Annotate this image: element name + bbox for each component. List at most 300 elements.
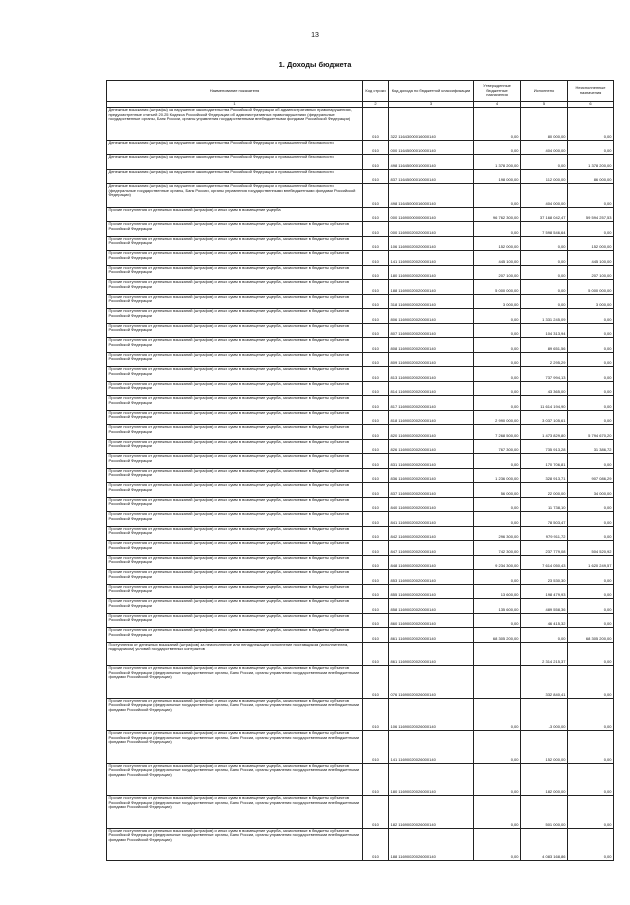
unexecuted-amount: 207 100,00: [568, 265, 614, 280]
row-code: 010: [363, 541, 389, 556]
income-code: 809 11690020020000140: [389, 352, 474, 367]
income-code: 818 11690020020000140: [389, 410, 474, 425]
income-code: 837 11645000010000140: [389, 169, 474, 184]
table-row: [107, 265, 614, 280]
approved-amount: 135 600,00: [474, 599, 521, 614]
unexecuted-amount: 0,00: [568, 796, 614, 829]
indicator-name: Прочие поступления от денежных взысканий (штрафов) и иных сумм в возмещение ущерба, зачисляемые в бюджеты субъектов Российской Федерации: [107, 294, 363, 309]
unexecuted-amount: 68 305 200,00: [568, 628, 614, 643]
row-code: 010: [363, 555, 389, 570]
indicator-name: Прочие поступления от денежных взысканий (штрафов) и иных сумм в возмещение ущерба, зачисляемые в бюджеты субъектов Российской Федерации: [107, 454, 363, 469]
executed-amount: 170 706,81: [521, 454, 568, 469]
header-income-code: Код дохода по бюджетной классификации: [389, 81, 474, 102]
indicator-name: Прочие поступления от денежных взысканий (штрафов) и иных сумм в возмещение ущерба, зачисляемые в бюджеты субъектов Российской Федерации (федеральные государственные органы, Банк России, органы управления государственными внебюджетными фондами Российской Федерации): [107, 666, 363, 699]
unexecuted-amount: 152 000,00: [568, 236, 614, 251]
approved-amount: 0,00: [474, 570, 521, 585]
row-code: 010: [363, 381, 389, 396]
executed-amount: -3 000,00: [521, 698, 568, 731]
income-code: 842 11690020020000140: [389, 526, 474, 541]
row-code: 010: [363, 468, 389, 483]
executed-amount: 152 000,00: [521, 731, 568, 764]
executed-amount: 0,00: [521, 280, 568, 295]
executed-amount: 43 365,00: [521, 381, 568, 396]
table-row: [107, 454, 614, 469]
income-code: 106 11690020020000140: [389, 236, 474, 251]
indicator-name: Прочие поступления от денежных взысканий (штрафов) и иных сумм в возмещение ущерба, зачисляемые в бюджеты субъектов Российской Федерации: [107, 512, 363, 527]
row-code: 010: [363, 526, 389, 541]
unexecuted-amount: 0,00: [568, 512, 614, 527]
unexecuted-amount: 0,00: [568, 698, 614, 731]
approved-amount: 0,00: [474, 613, 521, 628]
executed-amount: 0,00: [521, 628, 568, 643]
table-row: [107, 352, 614, 367]
approved-amount: 0,00: [474, 381, 521, 396]
indicator-name: Прочие поступления от денежных взысканий (штрафов) и иных сумм в возмещение ущерба, зачисляемые в бюджеты субъектов Российской Федерации: [107, 570, 363, 585]
indicator-name: Прочие поступления от денежных взысканий (штрафов) и иных сумм в возмещение ущерба, зачисляемые в бюджеты субъектов Российской Федерации: [107, 222, 363, 237]
approved-amount: [474, 666, 521, 699]
indicator-name: Прочие поступления от денежных взысканий (штрафов) и иных сумм в возмещение ущерба, зачисляемые в бюджеты субъектов Российской Федерации (федеральные государственные органы, Банк России, органы управления государственными внебюджетными фондами Российской Федерации): [107, 828, 363, 861]
row-code: 010: [363, 108, 389, 141]
table-row: [107, 280, 614, 295]
row-code: 010: [363, 731, 389, 764]
unexecuted-amount: 0,00: [568, 140, 614, 155]
table-row: [107, 555, 614, 570]
table-row: [107, 222, 614, 237]
unexecuted-amount: 0,00: [568, 309, 614, 324]
unexecuted-amount: 0,00: [568, 613, 614, 628]
table-row: [107, 294, 614, 309]
executed-amount: 7 598 546,64: [521, 222, 568, 237]
row-code: 010: [363, 207, 389, 222]
table-row: [107, 207, 614, 222]
table-row: [107, 796, 614, 829]
indicator-name: Прочие поступления от денежных взысканий (штрафов) и иных сумм в возмещение ущерба, зачисляемые в бюджеты субъектов Российской Федерации: [107, 280, 363, 295]
table-row: [107, 828, 614, 861]
income-code: 847 11690020020000140: [389, 541, 474, 556]
income-code: 000 11645000010000140: [389, 140, 474, 155]
approved-amount: 0,00: [474, 698, 521, 731]
executed-amount: 404 000,00: [521, 184, 568, 208]
table-row: [107, 140, 614, 155]
approved-amount: 445 100,00: [474, 251, 521, 266]
unexecuted-amount: 5 000 000,00: [568, 280, 614, 295]
indicator-name: Денежные взыскания (штрафы) за нарушение законодательства Российской Федерации о промышленной безопасности (федеральные государственные органы, Банк России, органы управления государственными внебюджетными фондами Российской Федерации): [107, 184, 363, 208]
approved-amount: 0,00: [474, 731, 521, 764]
income-code: 000 11690020020000140: [389, 222, 474, 237]
row-code: 010: [363, 628, 389, 643]
indicator-name: Прочие поступления от денежных взысканий (штрафов) и иных сумм в возмещение ущерба, зачисляемые в бюджеты субъектов Российской Федерации: [107, 613, 363, 628]
table-row: [107, 526, 614, 541]
executed-amount: 1 473 829,80: [521, 425, 568, 440]
unexecuted-amount: 0,00: [568, 584, 614, 599]
approved-amount: 0,00: [474, 323, 521, 338]
table-row: [107, 570, 614, 585]
indicator-name: Денежные взыскания (штрафы) за нарушение законодательства Российской Федерации о промышленной безопасности: [107, 140, 363, 155]
indicator-name: Прочие поступления от денежных взысканий (штрафов) и иных сумм в возмещение ущерба, зачисляемые в бюджеты субъектов Российской Федерации (федеральные государственные органы, Банк России, органы управления государственными внебюджетными фондами Российской Федерации): [107, 796, 363, 829]
executed-amount: 2 314 215,37: [521, 642, 568, 666]
table-row: [107, 309, 614, 324]
indicator-name: Прочие поступления от денежных взысканий (штрафов) и иных сумм в возмещение ущерба, зачисляемые в бюджеты субъектов Российской Федерации: [107, 599, 363, 614]
executed-amount: 104 313,94: [521, 323, 568, 338]
income-code: 837 11690020020000140: [389, 483, 474, 498]
executed-amount: 22 000,00: [521, 483, 568, 498]
executed-amount: 11 614 194,90: [521, 396, 568, 411]
income-code: 141 11690020026000140: [389, 731, 474, 764]
income-code: 858 11690020020000140: [389, 599, 474, 614]
income-code: 188 11690020026000140: [389, 828, 474, 861]
indicator-name: Прочие поступления от денежных взысканий (штрафов) и иных сумм в возмещение ущерба: [107, 207, 363, 222]
table-row: [107, 323, 614, 338]
income-code: 000 11690000000000140: [389, 207, 474, 222]
income-code: 180 11690020020000140: [389, 265, 474, 280]
row-code: 010: [363, 570, 389, 585]
column-number: 4: [474, 102, 521, 108]
unexecuted-amount: 907 086,29: [568, 468, 614, 483]
approved-amount: 198 000,00: [474, 169, 521, 184]
income-code: 318 11690020020000140: [389, 294, 474, 309]
approved-amount: 96 762 300,00: [474, 207, 521, 222]
approved-amount: 0,00: [474, 309, 521, 324]
income-code: 180 11690020026000140: [389, 763, 474, 796]
unexecuted-amount: 0,00: [568, 410, 614, 425]
column-number: 5: [521, 102, 568, 108]
row-code: 010: [363, 280, 389, 295]
income-code: 831 11690020020000140: [389, 454, 474, 469]
row-code: 010: [363, 439, 389, 454]
row-code: 010: [363, 265, 389, 280]
row-code: 010: [363, 796, 389, 829]
approved-amount: 0,00: [474, 396, 521, 411]
table-row: [107, 108, 614, 141]
unexecuted-amount: 0,00: [568, 666, 614, 699]
approved-amount: 0,00: [474, 222, 521, 237]
approved-amount: [474, 642, 521, 666]
row-code: 010: [363, 613, 389, 628]
row-code: 010: [363, 338, 389, 353]
unexecuted-amount: 445 100,00: [568, 251, 614, 266]
unexecuted-amount: 3 000,00: [568, 294, 614, 309]
unexecuted-amount: 86 000,00: [568, 169, 614, 184]
row-code: 010: [363, 410, 389, 425]
executed-amount: 11 738,10: [521, 497, 568, 512]
unexecuted-amount: 34 000,00: [568, 483, 614, 498]
indicator-name: Прочие поступления от денежных взысканий (штрафов) и иных сумм в возмещение ущерба, зачисляемые в бюджеты субъектов Российской Федерации (федеральные государственные органы, Банк России, органы управления государственными внебюджетными фондами Российской Федерации): [107, 763, 363, 796]
approved-amount: 13 600,00: [474, 584, 521, 599]
row-code: 010: [363, 323, 389, 338]
indicator-name: Прочие поступления от денежных взысканий (штрафов) и иных сумм в возмещение ущерба, зачисляемые в бюджеты субъектов Российской Федерации: [107, 483, 363, 498]
income-code: 836 11690020020000140: [389, 468, 474, 483]
table-row: [107, 628, 614, 643]
row-code: 010: [363, 294, 389, 309]
indicator-name: Прочие поступления от денежных взысканий (штрафов) и иных сумм в возмещение ущерба, зачисляемые в бюджеты субъектов Российской Федерации: [107, 309, 363, 324]
executed-amount: 46 415,32: [521, 613, 568, 628]
row-code: 010: [363, 763, 389, 796]
row-code: 010: [363, 155, 389, 170]
table-row: [107, 599, 614, 614]
approved-amount: 0,00: [474, 108, 521, 141]
row-code: 010: [363, 642, 389, 666]
row-code: 010: [363, 140, 389, 155]
unexecuted-amount: 0,00: [568, 454, 614, 469]
table-row: [107, 338, 614, 353]
executed-amount: 979 911,72: [521, 526, 568, 541]
indicator-name: Прочие поступления от денежных взысканий (штрафов) и иных сумм в возмещение ущерба, зачисляемые в бюджеты субъектов Российской Федерации: [107, 555, 363, 570]
income-code: 806 11690020020000140: [389, 309, 474, 324]
row-code: 010: [363, 483, 389, 498]
indicator-name: Прочие поступления от денежных взысканий (штрафов) и иных сумм в возмещение ущерба, зачисляемые в бюджеты субъектов Российской Федерации: [107, 497, 363, 512]
approved-amount: 0,00: [474, 184, 521, 208]
table-row: [107, 698, 614, 731]
executed-amount: 3 037 105,61: [521, 410, 568, 425]
indicator-name: Прочие поступления от денежных взысканий (штрафов) и иных сумм в возмещение ущерба, зачисляемые в бюджеты субъектов Российской Федерации: [107, 352, 363, 367]
approved-amount: 207 100,00: [474, 265, 521, 280]
indicator-name: Прочие поступления от денежных взысканий (штрафов) и иных сумм в возмещение ущерба, зачисляемые в бюджеты субъектов Российской Федерации: [107, 541, 363, 556]
executed-amount: 7 614 050,43: [521, 555, 568, 570]
budget-income-table: [106, 80, 614, 861]
table-row: [107, 642, 614, 666]
income-code: 106 11690020026000140: [389, 698, 474, 731]
row-code: 010: [363, 425, 389, 440]
unexecuted-amount: 0,00: [568, 396, 614, 411]
approved-amount: 0,00: [474, 828, 521, 861]
indicator-name: Прочие поступления от денежных взысканий (штрафов) и иных сумм в возмещение ущерба, зачисляемые в бюджеты субъектов Российской Федерации: [107, 468, 363, 483]
indicator-name: Прочие поступления от денежных взысканий (штрафов) и иных сумм в возмещение ущерба, зачисляемые в бюджеты субъектов Российской Федерации: [107, 381, 363, 396]
row-code: 010: [363, 251, 389, 266]
approved-amount: 296 300,00: [474, 526, 521, 541]
table-row: [107, 512, 614, 527]
column-number: 6: [568, 102, 614, 108]
table-row: [107, 613, 614, 628]
approved-amount: 0,00: [474, 796, 521, 829]
row-code: 010: [363, 584, 389, 599]
table-row: [107, 763, 614, 796]
income-code: 188 11690020020000140: [389, 280, 474, 295]
row-code: 010: [363, 169, 389, 184]
header-executed: Исполнено: [521, 81, 568, 102]
income-code: 498 11645000016000140: [389, 184, 474, 208]
approved-amount: 152 000,00: [474, 236, 521, 251]
unexecuted-amount: 0,00: [568, 381, 614, 396]
table-row: [107, 410, 614, 425]
table-row: [107, 483, 614, 498]
approved-amount: 0,00: [474, 338, 521, 353]
indicator-name: Прочие поступления от денежных взысканий (штрафов) и иных сумм в возмещение ущерба, зачисляемые в бюджеты субъектов Российской Федерации: [107, 584, 363, 599]
approved-amount: 1 378 200,00: [474, 155, 521, 170]
unexecuted-amount: 1 620 249,57: [568, 555, 614, 570]
table-row: [107, 236, 614, 251]
income-code: 814 11690020020000140: [389, 381, 474, 396]
unexecuted-amount: 0,00: [568, 338, 614, 353]
unexecuted-amount: 0,00: [568, 323, 614, 338]
executed-amount: 0,00: [521, 251, 568, 266]
row-code: 010: [363, 236, 389, 251]
indicator-name: Денежные взыскания (штрафы) за нарушение законодательства Российской Федерации о промышленной безопасности: [107, 155, 363, 170]
income-code: 322 11643000016000140: [389, 108, 474, 141]
indicator-name: Прочие поступления от денежных взысканий (штрафов) и иных сумм в возмещение ущерба, зачисляемые в бюджеты субъектов Российской Федерации: [107, 265, 363, 280]
indicator-name: Прочие поступления от денежных взысканий (штрафов) и иных сумм в возмещение ущерба, зачисляемые в бюджеты субъектов Российской Федерации: [107, 628, 363, 643]
executed-amount: 112 000,00: [521, 169, 568, 184]
approved-amount: 1 236 000,00: [474, 468, 521, 483]
row-code: 010: [363, 599, 389, 614]
row-code: 010: [363, 396, 389, 411]
unexecuted-amount: 0,00: [568, 352, 614, 367]
executed-amount: 0,00: [521, 236, 568, 251]
income-code: 182 11690020026000140: [389, 796, 474, 829]
executed-amount: 2 295,29: [521, 352, 568, 367]
income-code: 860 11690020020000140: [389, 613, 474, 628]
approved-amount: 3 000,00: [474, 294, 521, 309]
page-number: 13: [311, 32, 319, 39]
header-indicator-name: Наименование показателя: [107, 81, 363, 102]
executed-amount: 198 479,93: [521, 584, 568, 599]
income-code: 076 11690020026000140: [389, 666, 474, 699]
row-code: 010: [363, 222, 389, 237]
income-code: 848 11690020020000140: [389, 555, 474, 570]
indicator-name: Прочие поступления от денежных взысканий (штрафов) и иных сумм в возмещение ущерба, зачисляемые в бюджеты субъектов Российской Федерации: [107, 338, 363, 353]
unexecuted-amount: 59 594 257,53: [568, 207, 614, 222]
income-code: 808 11690020020000140: [389, 338, 474, 353]
approved-amount: 2 990 000,00: [474, 410, 521, 425]
table-row: [107, 367, 614, 382]
column-number: 1: [107, 102, 363, 108]
row-code: 010: [363, 184, 389, 208]
table-row: [107, 155, 614, 170]
table-row: [107, 425, 614, 440]
executed-amount: 404 000,00: [521, 140, 568, 155]
executed-amount: 501 000,00: [521, 796, 568, 829]
executed-amount: 89 651,56: [521, 338, 568, 353]
approved-amount: 0,00: [474, 140, 521, 155]
income-code: 840 11690020020000140: [389, 497, 474, 512]
row-code: 010: [363, 454, 389, 469]
executed-amount: 80 000,00: [521, 108, 568, 141]
unexecuted-amount: 504 520,92: [568, 541, 614, 556]
approved-amount: 5 000 000,00: [474, 280, 521, 295]
row-code: 010: [363, 352, 389, 367]
indicator-name: Прочие поступления от денежных взысканий (штрафов) и иных сумм в возмещение ущерба, зачисляемые в бюджеты субъектов Российской Федерации: [107, 410, 363, 425]
unexecuted-amount: 1 378 200,00: [568, 155, 614, 170]
executed-amount: 0,00: [521, 155, 568, 170]
unexecuted-amount: 5 794 670,20: [568, 425, 614, 440]
table-row: [107, 381, 614, 396]
table-row: [107, 497, 614, 512]
approved-amount: 9 234 300,00: [474, 555, 521, 570]
row-code: 010: [363, 828, 389, 861]
header-approved: Утвержденные бюджетные назначения: [474, 81, 521, 102]
unexecuted-amount: 0,00: [568, 763, 614, 796]
unexecuted-amount: 0,00: [568, 570, 614, 585]
row-code: 010: [363, 666, 389, 699]
executed-amount: 0,00: [521, 265, 568, 280]
income-code: 813 11690020020000140: [389, 367, 474, 382]
approved-amount: 68 305 200,00: [474, 628, 521, 643]
approved-amount: 0,00: [474, 512, 521, 527]
executed-amount: 182 000,00: [521, 763, 568, 796]
table-row: [107, 584, 614, 599]
table-row: [107, 184, 614, 208]
indicator-name: Прочие поступления от денежных взысканий (штрафов) и иных сумм в возмещение ущерба, зачисляемые в бюджеты субъектов Российской Федерации: [107, 251, 363, 266]
row-code: 010: [363, 512, 389, 527]
table-row: [107, 666, 614, 699]
row-code: 010: [363, 698, 389, 731]
indicator-name: Прочие поступления от денежных взысканий (штрафов) и иных сумм в возмещение ущерба, зачисляемые в бюджеты субъектов Российской Федерации: [107, 236, 363, 251]
approved-amount: 56 000,00: [474, 483, 521, 498]
income-code: 853 11690020020000140: [389, 570, 474, 585]
approved-amount: 0,00: [474, 454, 521, 469]
executed-amount: 1 331 245,09: [521, 309, 568, 324]
unexecuted-amount: 0,00: [568, 497, 614, 512]
indicator-name: Прочие поступления от денежных взысканий (штрафов) и иных сумм в возмещение ущерба, зачисляемые в бюджеты субъектов Российской Федерации: [107, 439, 363, 454]
executed-amount: 332 840,41: [521, 666, 568, 699]
indicator-name: Прочие поступления от денежных взысканий (штрафов) и иных сумм в возмещение ущерба, зачисляемые в бюджеты субъектов Российской Федерации: [107, 425, 363, 440]
income-code: 498 11645000010000140: [389, 155, 474, 170]
approved-amount: 7 268 500,00: [474, 425, 521, 440]
unexecuted-amount: 0,00: [568, 184, 614, 208]
indicator-name: Прочие поступления от денежных взысканий (штрафов) и иных сумм в возмещение ущерба, зачисляемые в бюджеты субъектов Российской Федерации: [107, 367, 363, 382]
executed-amount: 37 168 042,47: [521, 207, 568, 222]
unexecuted-amount: 31 386,72: [568, 439, 614, 454]
income-code: 861 11690020020000140: [389, 642, 474, 666]
row-code: 010: [363, 367, 389, 382]
approved-amount: 0,00: [474, 763, 521, 796]
executed-amount: 23 530,30: [521, 570, 568, 585]
approved-amount: 0,00: [474, 352, 521, 367]
unexecuted-amount: 0,00: [568, 731, 614, 764]
indicator-name: Прочие поступления от денежных взысканий (штрафов) и иных сумм в возмещение ущерба, зачисляемые в бюджеты субъектов Российской Федерации (федеральные государственные органы, Банк России, органы управления государственными внебюджетными фондами Российской Федерации): [107, 731, 363, 764]
income-code: 807 11690020020000140: [389, 323, 474, 338]
table-row: [107, 169, 614, 184]
executed-amount: 237 779,08: [521, 541, 568, 556]
indicator-name: Прочие поступления от денежных взысканий (штрафов) и иных сумм в возмещение ущерба, зачисляемые в бюджеты субъектов Российской Федерации (федеральные государственные органы, Банк России, органы управления государственными внебюджетными фондами Российской Федерации): [107, 698, 363, 731]
header-row: [107, 81, 614, 102]
indicator-name: Денежные взыскания (штрафы) за нарушение законодательства Российской Федерации об административных правонарушениях, предусмотренные статьей 20.25 Кодекса Российской Федерации об административных правонарушениях (федеральные государственные органы, Банк России, органы управления государственными внебюджетными фондами Российской Федерации): [107, 108, 363, 141]
header-row-code: Код строки: [363, 81, 389, 102]
income-code: 861 11690020020000140: [389, 628, 474, 643]
indicator-name: Прочие поступления от денежных взысканий (штрафов) и иных сумм в возмещение ущерба, зачисляемые в бюджеты субъектов Российской Федерации: [107, 323, 363, 338]
executed-amount: 328 913,71: [521, 468, 568, 483]
unexecuted-amount: 0,00: [568, 828, 614, 861]
indicator-name: Поступления от денежных взысканий (штрафов) за неисполнение или ненадлежащее исполнение поставщиком (исполнителем, подрядчиком) условий государственных контрактов: [107, 642, 363, 666]
row-code: 010: [363, 309, 389, 324]
executed-amount: 737 994,13: [521, 367, 568, 382]
table-row: [107, 468, 614, 483]
income-code: 141 11690020020000140: [389, 251, 474, 266]
table-row: [107, 541, 614, 556]
approved-amount: 0,00: [474, 367, 521, 382]
section-title: 1. Доходы бюджета: [278, 60, 352, 69]
approved-amount: 0,00: [474, 497, 521, 512]
approved-amount: 742 300,00: [474, 541, 521, 556]
income-code: 841 11690020020000140: [389, 512, 474, 527]
unexecuted-amount: 0,00: [568, 222, 614, 237]
indicator-name: Прочие поступления от денежных взысканий (штрафов) и иных сумм в возмещение ущерба, зачисляемые в бюджеты субъектов Российской Федерации: [107, 526, 363, 541]
executed-amount: 0,00: [521, 294, 568, 309]
header-unexecuted: Неисполненные назначения: [568, 81, 614, 102]
unexecuted-amount: 0,00: [568, 108, 614, 141]
column-number: 3: [389, 102, 474, 108]
indicator-name: Денежные взыскания (штрафы) за нарушение законодательства Российской Федерации о промышленной безопасности: [107, 169, 363, 184]
approved-amount: 767 300,00: [474, 439, 521, 454]
unexecuted-amount: 0,00: [568, 367, 614, 382]
executed-amount: 4 083 168,86: [521, 828, 568, 861]
unexecuted-amount: 0,00: [568, 599, 614, 614]
income-code: 820 11690020020000140: [389, 425, 474, 440]
indicator-name: Прочие поступления от денежных взысканий (штрафов) и иных сумм в возмещение ущерба, зачисляемые в бюджеты субъектов Российской Федерации: [107, 396, 363, 411]
income-code: 855 11690020020000140: [389, 584, 474, 599]
unexecuted-amount: 0,00: [568, 526, 614, 541]
income-code: 817 11690020020000140: [389, 396, 474, 411]
table-row: [107, 396, 614, 411]
